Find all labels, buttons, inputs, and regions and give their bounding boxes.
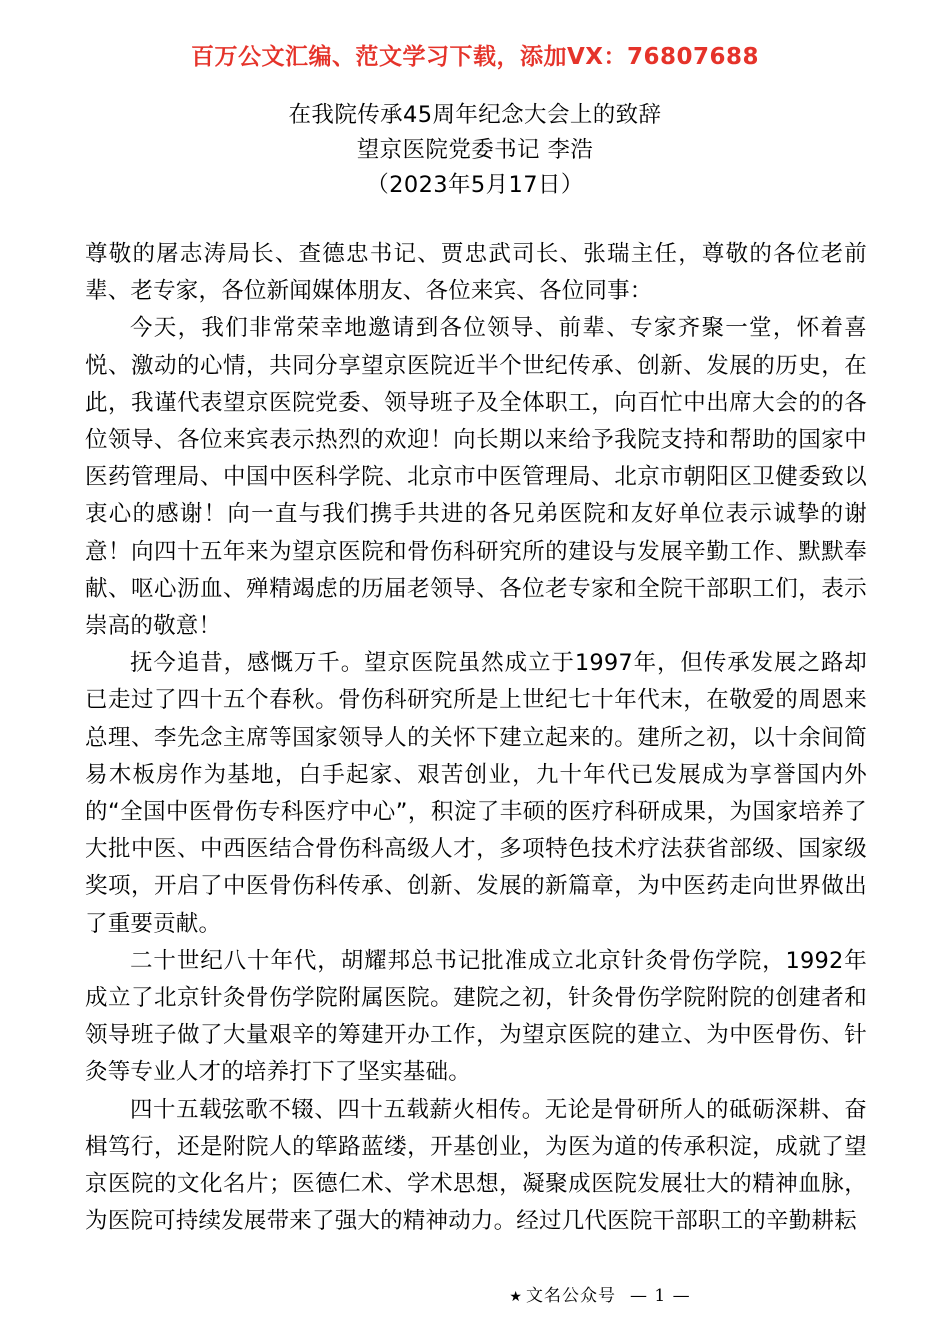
star-icon: ★	[509, 1289, 523, 1305]
paragraph-history: 抚今追昔，感慨万千。望京医院虽然成立于1997年，但传承发展之路却已走过了四十五个春秋。骨伤科研究所是上世纪七十年代末，在敬爱的周恩来总理、李先念主席等国家领导人的关怀下建立起来的。建所之初，以十余间简易木板房作为基地，白手起家、艰苦创业，九十年代已发展成为享誉国内外的“全国中医骨伤专科医疗中心”，积淀了丰硕的医疗科研成果，为国家培养了大批中医、中西医结合骨伤科高级人才，多项特色技术疗法获省部级、国家级奖项，开启了中医骨伤科传承、创新、发展的新篇章，为中医药走向世界做出了重要贡献。	[85, 650, 867, 937]
document-title-block	[0, 98, 950, 203]
paragraph-college: 二十世纪八十年代，胡耀邦总书记批准成立北京针灸骨伤学院，1992年成立了北京针灸骨伤学院附属医院。建院之初，针灸骨伤学院附院的创建者和领导班子做了大量艰辛的筹建开办工作，为望京医院的建立、为中医骨伤、针灸等专业人才的培养打下了坚实基础。	[85, 947, 867, 1086]
footer-brand-label: 文名公众号	[525, 1286, 616, 1306]
promotional-header-text: 百万公文汇编、范文学习下载，添加VX：76807688	[190, 44, 760, 70]
document-author: 望京医院党委书记 李浩	[356, 137, 594, 163]
paragraph-welcome: 今天，我们非常荣幸地邀请到各位领导、前辈、专家齐聚一堂，怀着喜悦、激动的心情，共同分享望京医院近半个世纪传承、创新、发展的历史，在此，我谨代表望京医院党委、领导班子及全体职工，向百忙中出席大会的的各位领导、各位来宾表示热烈的欢迎！向长期以来给予我院支持和帮助的国家中医药管理局、中国中医科学院、北京市中医管理局、北京市朝阳区卫健委致以衷心的感谢！向一直与我们携手共进的各兄弟医院和友好单位表示诚挚的谢意！向四十五年来为望京医院和骨伤科研究所的建设与发展辛勤工作、默默奉献、呕心沥血、殚精竭虑的历届老领导、各位老专家和全院干部职工们，表示崇高的敬意！	[85, 315, 867, 640]
document-title: 在我院传承45周年纪念大会上的致辞	[288, 102, 662, 128]
footer-content	[509, 1285, 690, 1308]
paragraph-legacy: 四十五载弦歌不辍、四十五载薪火相传。无论是骨研所人的砥砺深耕、奋楫笃行，还是附院人的筚路蓝缕，开基创业，为医为道的传承积淀，成就了望京医院的文化名片；医德仁术、学术思想，凝聚成医院发展壮大的精神血脉，为医院可持续发展带来了强大的精神动力。经过几代医院干部职工的辛勤耕耘	[85, 1096, 867, 1235]
page-number: — 1 —	[629, 1286, 691, 1306]
paragraph-salutation: 尊敬的屠志涛局长、查德忠书记、贾忠武司长、张瑞主任，尊敬的各位老前辈、老专家，各位新闻媒体朋友、各位来宾、各位同事：	[85, 241, 867, 305]
document-body	[85, 236, 867, 1240]
document-date: （2023年5月17日）	[366, 172, 584, 198]
page-footer	[0, 1285, 950, 1308]
